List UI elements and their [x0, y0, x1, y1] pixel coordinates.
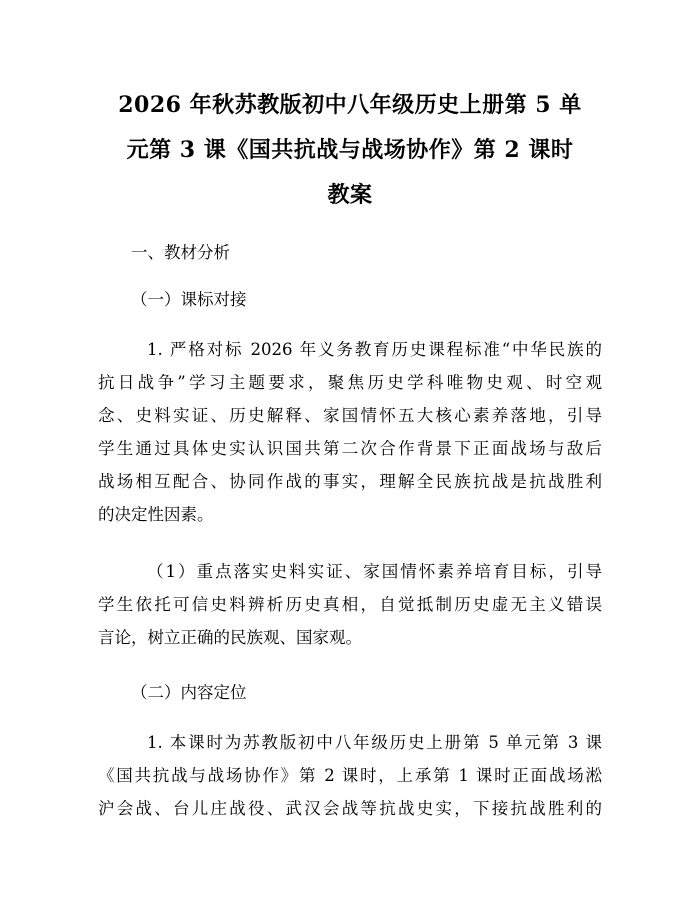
subsection-heading-curriculum-alignment: （一）课标对接: [131, 290, 247, 309]
paragraph-1-line-2: 抗日战争”学习主题要求，聚焦历史学科唯物史观、时空观: [98, 373, 602, 392]
paragraph-1-line-5: 战场相互配合、协同作战的事实，理解全民族抗战是抗战胜利: [98, 472, 602, 491]
paragraph-3-line-3: 沪会战、台儿庄战役、武汉会战等抗战史实，下接抗战胜利的: [98, 799, 602, 818]
paragraph-2-line-2: 学生依托可信史料辨析历史真相，自觉抵制历史虚无主义错误: [98, 595, 602, 614]
subsection-heading-content-positioning: （二）内容定位: [131, 683, 247, 702]
paragraph-1-line-3: 念、史料实证、历史解释、家国情怀五大核心素养落地，引导: [98, 406, 602, 425]
paragraph-3-line-2: 《国共抗战与战场协作》第 2 课时，上承第 1 课时正面战场淞: [98, 766, 602, 785]
paragraph-1-line-6: 的决定性因素。: [98, 505, 214, 524]
paragraph-1-line-1: 1. 严格对标 2026 年义务教育历史课程标准“中华民族的: [147, 340, 602, 359]
paragraph-2-line-3: 言论，树立正确的民族观、国家观。: [98, 628, 362, 647]
section-heading-teaching-material-analysis: 一、教材分析: [131, 243, 230, 262]
paragraph-2-line-1: （1）重点落实史料实证、家国情怀素养培育目标，引导: [147, 562, 602, 581]
paragraph-3-line-1: 1. 本课时为苏教版初中八年级历史上册第 5 单元第 3 课: [147, 733, 602, 752]
document-title-line-3: 教案: [327, 182, 373, 208]
document-title-line-2: 元第 3 课《国共抗战与战场协作》第 2 课时: [126, 137, 574, 163]
paragraph-1-line-4: 学生通过具体史实认识国共第二次合作背景下正面战场与敌后: [98, 439, 602, 458]
document-title-line-1: 2026 年秋苏教版初中八年级历史上册第 5 单: [118, 92, 582, 118]
